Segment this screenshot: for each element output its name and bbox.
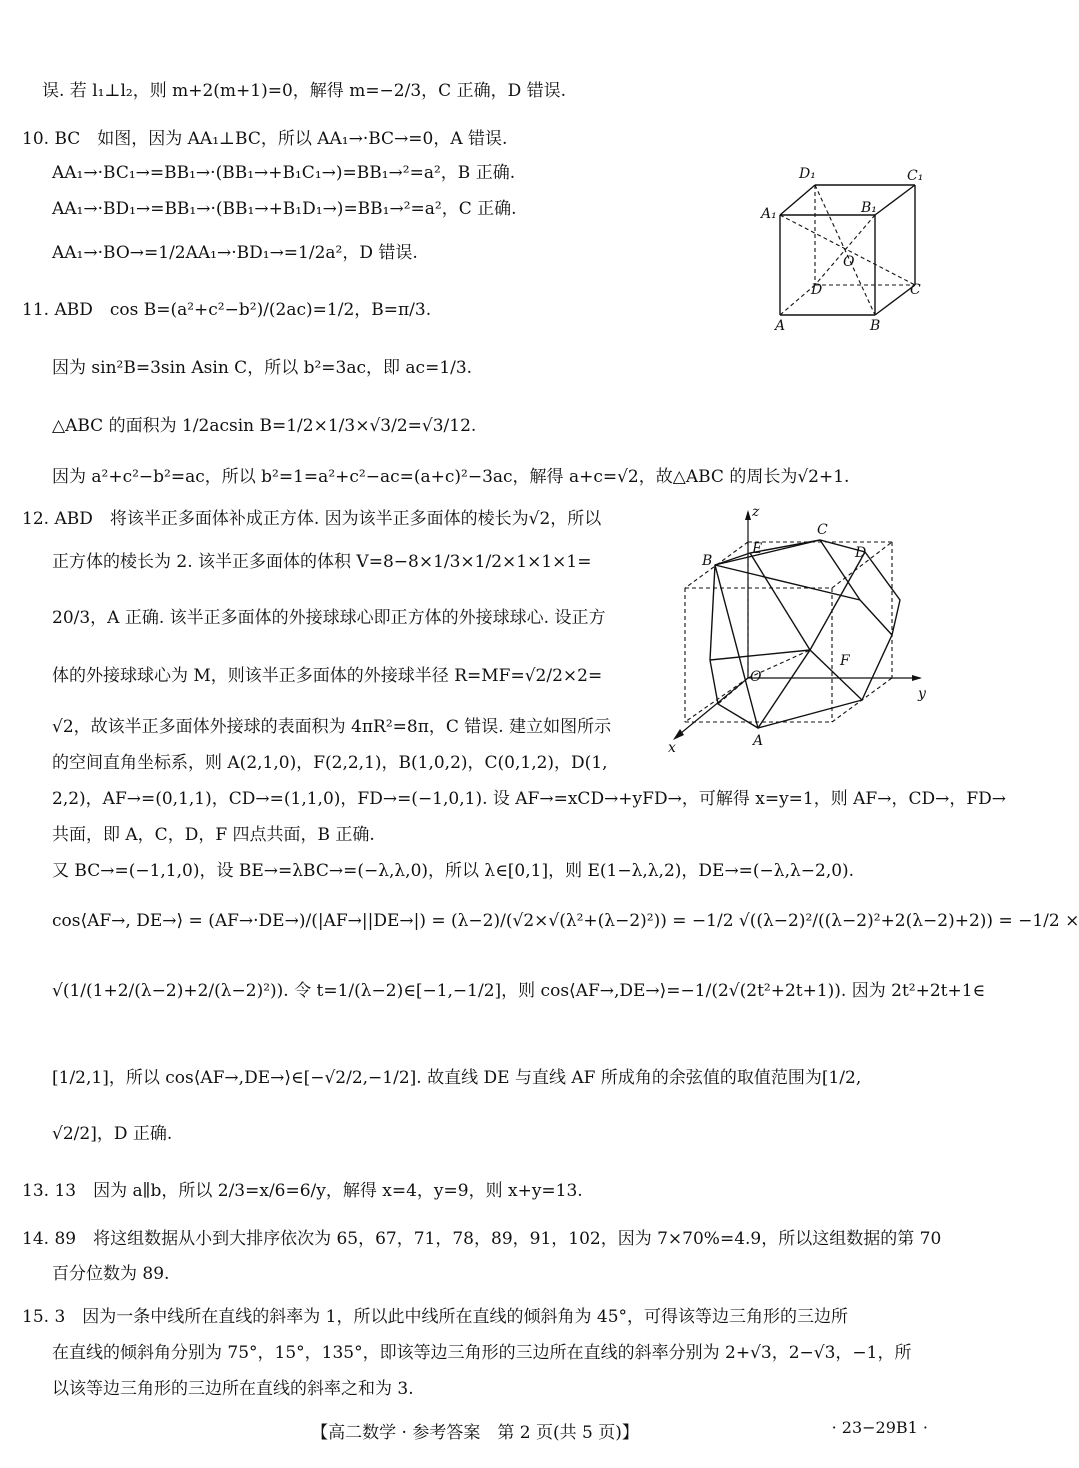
- paper-code: · 23−29B1 ·: [831, 1418, 928, 1437]
- cube-label-b: B: [870, 318, 881, 334]
- text-line: √2/2]，D 正确.: [52, 1124, 173, 1144]
- cube-label-d: D: [811, 282, 823, 298]
- cube-label-o: O: [843, 254, 855, 270]
- poly-label-o: O: [750, 669, 762, 685]
- text-line: 2,2)，AF→=(0,1,1)，CD→=(1,1,0)，FD→=(−1,0,1). 设 AF→=xCD→+yFD→，可解得 x=y=1，则 AF→，CD→，FD→: [52, 789, 1006, 809]
- text-line: 14. 89 将这组数据从小到大排序依次为 65，67，71，78，89，91，102，因为 7×70%=4.9，所以这组数据的第 70: [22, 1229, 942, 1249]
- text-line: 10. BC 如图，因为 AA₁⊥BC，所以 AA₁→·BC→=0，A 错误.: [22, 129, 508, 149]
- poly-label-y: y: [918, 686, 926, 702]
- cube-label-a: A: [775, 318, 786, 334]
- poly-label-a: A: [753, 733, 764, 749]
- text-line: 体的外接球球心为 M，则该半正多面体的外接球半径 R=MF=√2/2×2=: [52, 666, 603, 686]
- text-line: 因为 sin²B=3sin Asin C，所以 b²=3ac，即 ac=1/3.: [52, 358, 473, 378]
- cube-label-b1: B₁: [861, 200, 877, 216]
- cube-label-c: C: [910, 282, 921, 298]
- poly-label-d: D: [855, 545, 867, 561]
- poly-label-f: F: [840, 653, 850, 669]
- poly-label-e: E: [752, 541, 763, 557]
- text-line: 20/3，A 正确. 该半正多面体的外接球球心即正方体的外接球球心. 设正方: [52, 608, 606, 628]
- text-line: 在直线的倾斜角分别为 75°，15°，135°，即该等边三角形的三边所在直线的斜率分别为 2+√3，2−√3，−1，所: [52, 1343, 912, 1363]
- text-line: 15. 3 因为一条中线所在直线的斜率为 1，所以此中线所在直线的倾斜角为 45°，可得该等边三角形的三边所: [22, 1307, 849, 1327]
- poly-label-b: B: [702, 553, 713, 569]
- text-line: AA₁→·BD₁→=BB₁→·(BB₁→+B₁D₁→)=BB₁→²=a²，C 正确.: [52, 199, 517, 219]
- text-line: √(1/(1+2/(λ−2)+2/(λ−2)²)). 令 t=1/(λ−2)∈[−1,−1/2]，则 cos⟨AF→,DE→⟩=−1/(2√(2t²+2t+1)). 因为 2t²+2t+1∈: [52, 981, 986, 1001]
- text-line: 以该等边三角形的三边所在直线的斜率之和为 3.: [52, 1379, 414, 1399]
- text-line: AA₁→·BO→=1/2AA₁→·BD₁→=1/2a²，D 错误.: [52, 243, 418, 263]
- poly-label-x: x: [668, 740, 676, 756]
- text-line: √2，故该半正多面体外接球的表面积为 4πR²=8π，C 错误. 建立如图所示: [52, 717, 612, 737]
- text-line: [1/2,1]，所以 cos⟨AF→,DE→⟩∈[−√2/2,−1/2]. 故直线 DE 与直线 AF 所成角的余弦值的取值范围为[1/2,: [52, 1068, 862, 1088]
- cube-label-a1: A₁: [761, 206, 777, 222]
- polyhedron-figure: [660, 500, 935, 765]
- text-line: 共面，即 A，C，D，F 四点共面，B 正确.: [52, 825, 375, 845]
- text-line: 误. 若 l₁⊥l₂，则 m+2(m+1)=0，解得 m=−2/3，C 正确，D 错误.: [42, 81, 567, 101]
- cube-label-d1: D₁: [799, 166, 816, 182]
- text-line: 11. ABD cos B=(a²+c²−b²)/(2ac)=1/2，B=π/3.: [22, 300, 432, 320]
- cube-figure: [755, 160, 930, 340]
- text-line: cos⟨AF→, DE→⟩ = (AF→·DE→)/(|AF→||DE→|) = (λ−2)/(√2×√(λ²+(λ−2)²)) = −1/2 √((λ−2)²/((λ−2)²+2(λ−2)+2)) = −1/2 ×: [52, 911, 1079, 931]
- poly-label-c: C: [817, 522, 828, 538]
- text-line: 因为 a²+c²−b²=ac，所以 b²=1=a²+c²−ac=(a+c)²−3ac，解得 a+c=√2，故△ABC 的周长为√2+1.: [52, 467, 850, 487]
- text-line: 正方体的棱长为 2. 该半正多面体的体积 V=8−8×1/3×1/2×1×1×1=: [52, 552, 592, 572]
- text-line: 又 BC→=(−1,1,0)，设 BE→=λBC→=(−λ,λ,0)，所以 λ∈[0,1]，则 E(1−λ,λ,2)，DE→=(−λ,λ−2,0).: [52, 861, 855, 881]
- poly-label-z: z: [752, 504, 760, 520]
- text-line: 百分位数为 89.: [52, 1264, 170, 1284]
- text-line: 13. 13 因为 a∥b，所以 2/3=x/6=6/y，解得 x=4，y=9，则 x+y=13.: [22, 1181, 583, 1201]
- text-line: △ABC 的面积为 1/2acsin B=1/2×1/3×√3/2=√3/12.: [52, 416, 477, 436]
- text-line: 的空间直角坐标系，则 A(2,1,0)，F(2,2,1)，B(1,0,2)，C(0,1,2)，D(1,: [52, 753, 608, 773]
- text-line: 12. ABD 将该半正多面体补成正方体. 因为该半正多面体的棱长为√2，所以: [22, 509, 602, 529]
- page-footer: 【高二数学 · 参考答案 第 2 页(共 5 页)】: [311, 1423, 639, 1443]
- cube-label-c1: C₁: [907, 168, 924, 184]
- text-line: AA₁→·BC₁→=BB₁→·(BB₁→+B₁C₁→)=BB₁→²=a²，B 正确.: [52, 163, 516, 183]
